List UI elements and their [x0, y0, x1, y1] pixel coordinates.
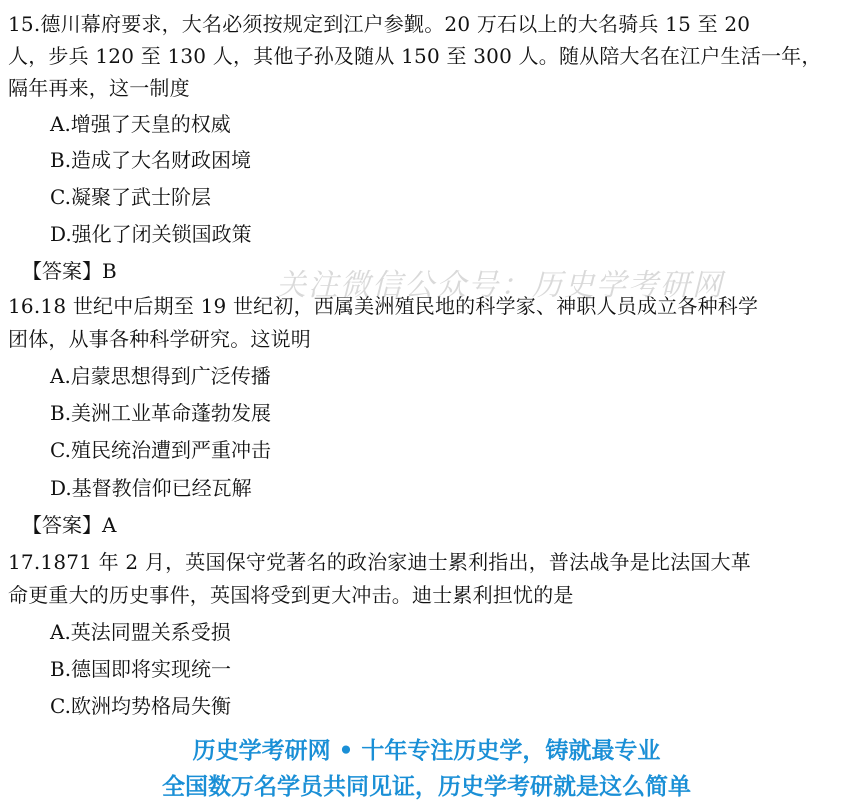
question-16-option-a: A.启蒙思想得到广泛传播 [50, 364, 271, 388]
question-15-answer: 【答案】B [22, 259, 117, 283]
question-17-option-b: B.德国即将实现统一 [50, 657, 232, 681]
question-17-line-2: 命更重大的历史事件，英国将受到更大冲击。迪士累利担忧的是 [8, 583, 574, 607]
watermark-text: 关注微信公众号：历史学考研网 [276, 268, 724, 303]
question-16-line-1: 16.18 世纪中后期至 19 世纪初，西属美洲殖民地的科学家、神职人员成立各种科学 [8, 294, 759, 318]
question-15-line-3: 隔年再来，这一制度 [8, 76, 190, 100]
question-16-line-2: 团体，从事各种科学研究。这说明 [8, 327, 311, 351]
question-16-option-c: C.殖民统治遭到严重冲击 [50, 438, 271, 462]
question-15-line-2: 人，步兵 120 至 130 人，其他子孙及随从 150 至 300 人。随从陪大名在江户生活一年， [8, 44, 822, 68]
question-15-option-c: C.凝聚了武士阶层 [50, 185, 211, 209]
question-15-option-d: D.强化了闭关锁国政策 [50, 222, 252, 246]
question-15-line-1: 15.德川幕府要求，大名必须按规定到江户参觐。20 万石以上的大名骑兵 15 至 20 [8, 12, 751, 36]
question-16-option-b: B.美洲工业革命蓬勃发展 [50, 401, 272, 425]
question-17-option-c: C.欧洲均势格局失衡 [50, 694, 231, 718]
question-16-answer: 【答案】A [22, 513, 117, 537]
question-16-option-d: D.基督教信仰已经瓦解 [50, 476, 252, 500]
footer-line-1: 历史学考研网 • 十年专注历史学，铸就最专业 [192, 738, 661, 764]
question-15-option-b: B.造成了大名财政困境 [50, 148, 252, 172]
question-15-option-a: A.增强了天皇的权威 [50, 112, 231, 136]
question-17-option-a: A.英法同盟关系受损 [50, 620, 231, 644]
question-17-line-1: 17.1871 年 2 月，英国保守党著名的政治家迪士累利指出，普法战争是比法国大革 [8, 550, 751, 574]
footer-line-2: 全国数万名学员共同见证，历史学考研就是这么简单 [162, 774, 691, 800]
